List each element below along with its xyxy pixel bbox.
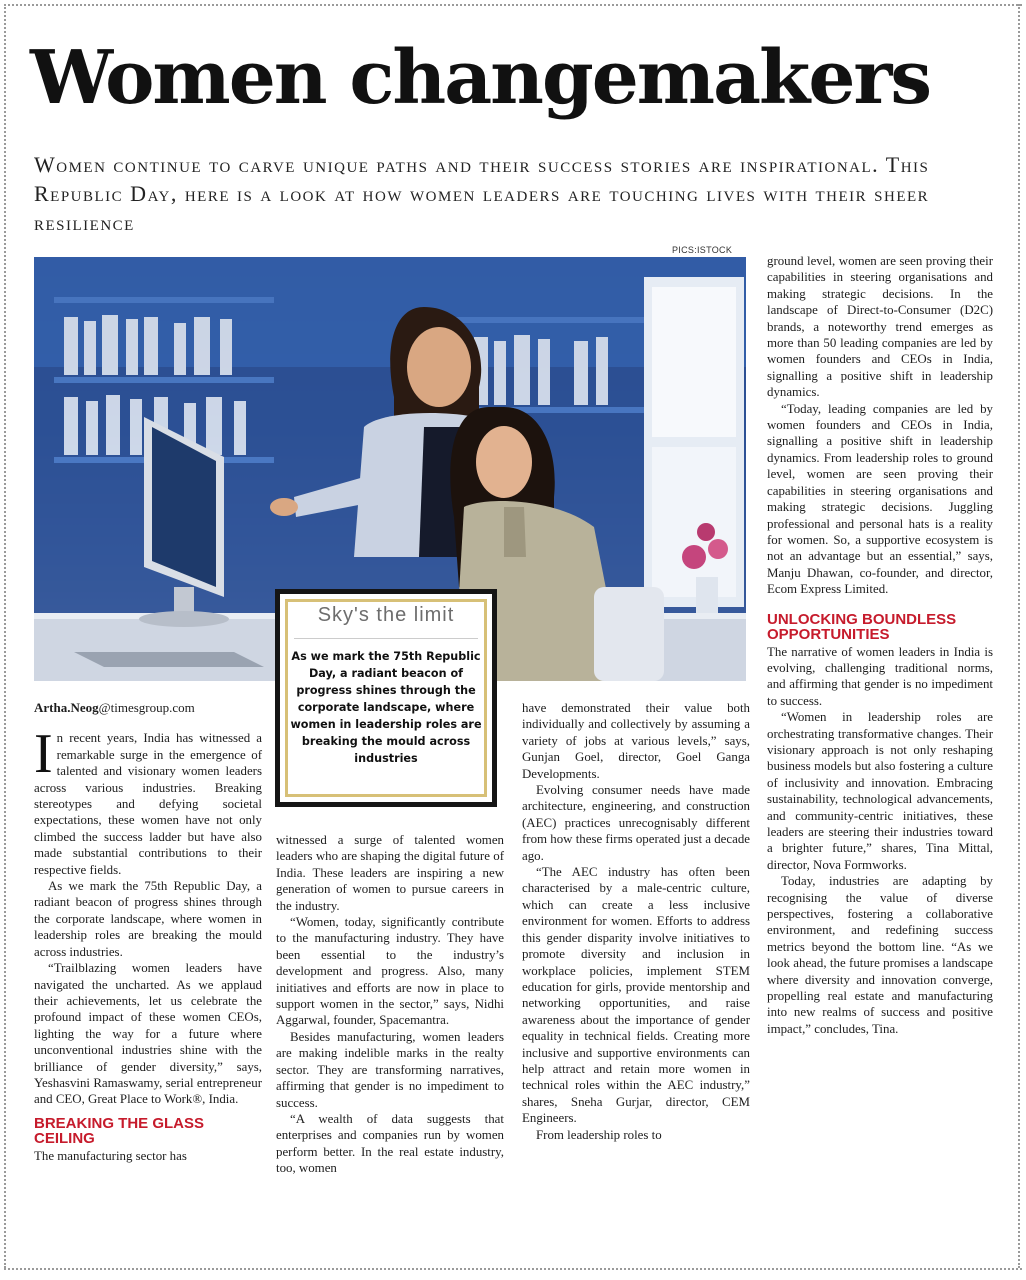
col4-paragraph-4: “Women in leadership roles are orchestrating transformative changes. Their visionary approach is not only reshaping business models but also fostering a culture of inclusivity and innovation. Embracing sustainability, technological advancements, and community-centric initiatives, these leaders are steering their industries toward a brighter future,” shares, Tina Mittal, director, Nova Formworks.	[767, 710, 993, 872]
dotted-border-right	[1018, 4, 1020, 1268]
col3-paragraph-2: Evolving consumer needs have made architecture, engineering, and construction (AEC) practices unrecognisably different from how these firms operated just a decade ago.	[522, 783, 751, 863]
column-2	[276, 832, 504, 1177]
col4-paragraph-5: Today, industries are adapting by recognising the value of diverse perspectives, fostering a collaborative environment, and redefining success metrics beyond the bottom line. “As we look ahead, the future promises a landscape where diversity and innovation converge, propelling real estate and manufacturing into new realms of success and positive impact,” concludes, Tina.	[767, 874, 993, 1036]
col3-paragraph-3: “The AEC industry has often been characterised by a male-centric culture, which can create a less inclusive environment for women. Efforts to address this gender disparity involve initiatives to promote diversity and inclusion in workplace policies, implement STEM education for girls, provide mentorship and networking opportunities, and raise awareness about the importance of gender equality in technical fields. Creating more inclusive and supportive environments can help attract and retain more women in technical roles within the AEC industry,” shares, Sneha Gurjar, director, CEM Engineers.	[522, 865, 750, 1126]
dropcap: I	[34, 723, 53, 786]
dotted-border-left	[4, 4, 6, 1268]
col4-paragraph-2: “Today, leading companies are led by women founders and CEOs in India, signalling a positive shift in leadership dynamics. From leadership roles to ground level, women are seen proving their capabilities in steering organisations and making strategic decisions. Juggling professional and personal hats is a reality for women. So, a supportive ecosystem is not an advantage but an essential,” says, Manju Dhawan, co-founder, and director, Ecom Express Limited.	[767, 401, 993, 597]
dotted-border-bottom	[4, 1268, 1022, 1270]
col4-paragraph-1: ground level, women are seen proving their capabilities in steering organisations and making strategic decisions. In the landscape of Direct-to-Consumer (D2C) brands, a noteworthy trend emerges as more than 50 leading companies are led by women founders and CEOs in India, signalling a positive shift in leadership dynamics.	[767, 254, 993, 400]
col2-paragraph-1: witnessed a surge of talented women leaders who are shaping the digital future of India. These leaders are inspiring a new generation of women to pursue careers in the industry.	[276, 833, 504, 913]
col2-paragraph-4: “A wealth of data suggests that enterprises and companies run by women perform better. In the real estate industry, too, women	[276, 1111, 504, 1176]
col1-paragraph-3: “Trailblazing women leaders have navigated the uncharted. As we applaud their achievements, let us celebrate the profound impact of these women CEOs, lighting the way for a future where unconventional industries shine with the brilliance of gender diversity,” says, Yeshasvini Ramaswamy, serial entrepreneur and CEO, Great Place to Work®, India.	[34, 961, 262, 1107]
col4-paragraph-3: The narrative of women leaders in India is evolving, challenging traditional norms, and affirming that gender is no impediment to success.	[767, 644, 993, 708]
photo-credit: PICS:ISTOCK	[672, 245, 733, 255]
col3-paragraph-4: From leadership roles to	[536, 1127, 662, 1142]
column-4	[767, 253, 993, 1037]
dotted-border-top	[4, 4, 1022, 6]
byline	[34, 700, 262, 716]
col1-paragraph-1	[34, 723, 262, 878]
col2-paragraph-3: Besides manufacturing, women leaders are making indelible marks in the realty sector. They are transforming narratives, affirming that gender is no impediment to success.	[276, 1029, 504, 1110]
subhead-breaking-the-glass-ceiling: BREAKING THE GLASS CEILING	[34, 1114, 205, 1147]
byline-domain: @timesgroup.com	[98, 700, 195, 715]
callout-divider	[294, 638, 478, 639]
column-3	[522, 700, 750, 1143]
col1-p1-text: n recent years, India has witnessed a remarkable surge in the emergence of talented and visionary women leaders across various industries. Breaking stereotypes and defying societal expectations, these women have not only climbed the success ladder but have also made substantial contributions to their respective fields.	[34, 731, 262, 877]
col2-paragraph-2: “Women, today, significantly contribute to the manufacturing industry. They have been essential to the industry’s development and progress. Also, many initiatives and efforts are now in place to support women in the sector,” says, Nidhi Aggarwal, founder, Spacemantra.	[276, 915, 504, 1028]
callout-body: As we mark the 75th Republic Day, a radiant beacon of progress shines through the corporate landscape, where women in leadership roles are breaking the mould across industries	[290, 650, 482, 765]
col1-paragraph-4: The manufacturing sector has	[34, 1148, 187, 1163]
subhead-unlocking-boundless-opportunities: UNLOCKING BOUNDLESS OPPORTUNITIES	[767, 610, 957, 643]
skys-the-limit-callout	[275, 589, 497, 807]
headline: Women changemakers	[30, 35, 931, 121]
col3-paragraph-1: have demonstrated their value both individually and collectively by assuming a variety of jobs at various levels,” says, Gunjan Goel, director, Goel Ganga Developments.	[522, 701, 750, 781]
column-1	[34, 700, 262, 1164]
byline-name: Artha.Neog	[34, 700, 99, 715]
callout-title: Sky's the limit	[317, 604, 455, 626]
col1-paragraph-2: As we mark the 75th Republic Day, a radiant beacon of progress shines through the corporate landscape, where women in leadership roles are breaking the mould across industries.	[34, 879, 262, 959]
deck: Women continue to carve unique paths and their success stories are inspirational. This Republic Day, here is a look at how women leaders are touching lives with their sheer resilience	[34, 152, 930, 235]
